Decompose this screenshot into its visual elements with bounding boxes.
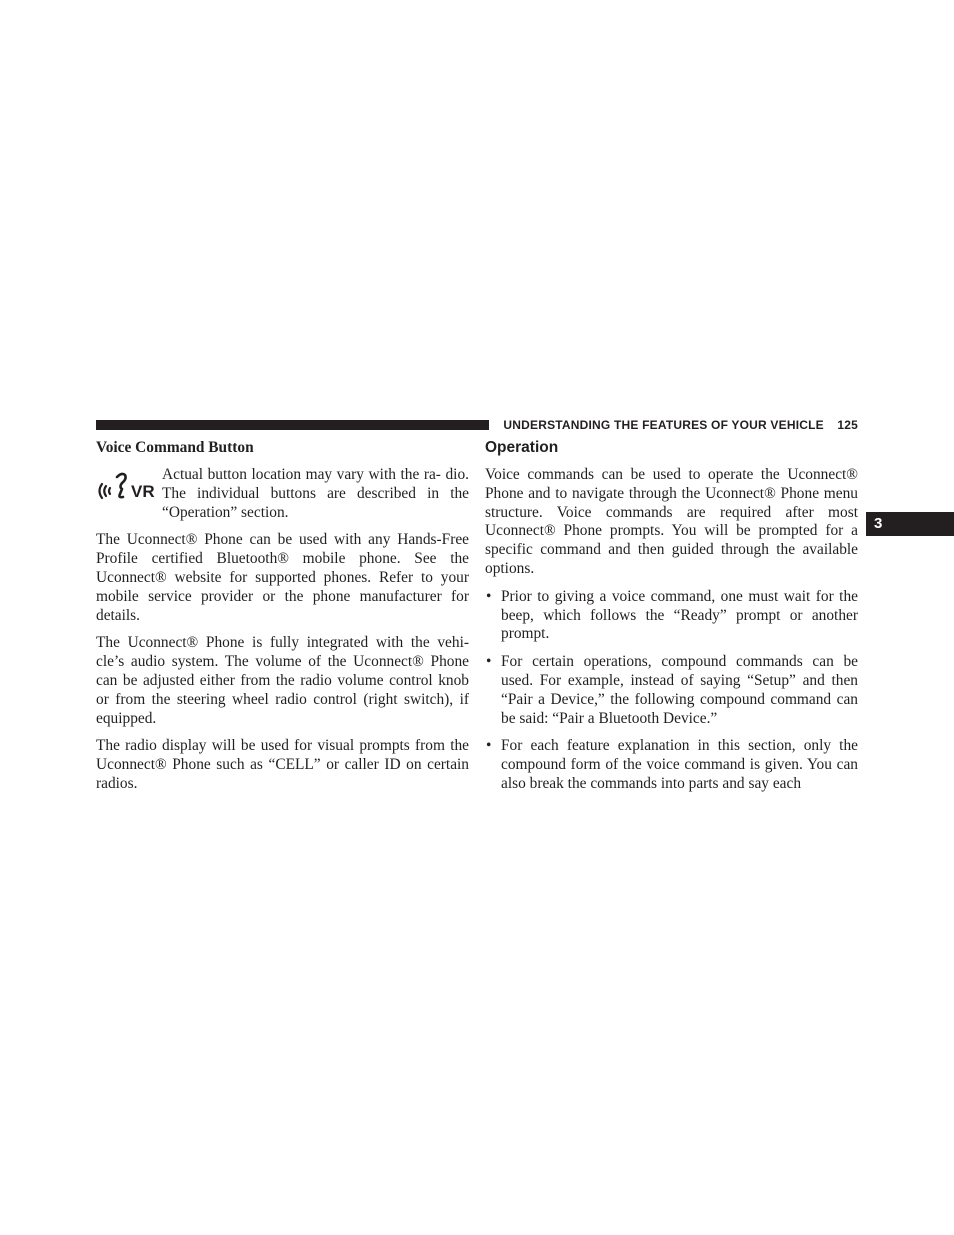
right-column — [485, 438, 858, 803]
header-rule-bar — [96, 420, 489, 430]
operation-intro: Voice commands can be used to operate the Uconnect® Phone and to navigate through the Uconnect® Phone menu structure. Voice commands are required after most Uconnect® Phone prompts. You will be prompted for a specific command and then guided through the available options. — [485, 466, 858, 577]
vr-icon-label: VR — [131, 482, 155, 501]
running-header — [490, 417, 858, 433]
page-number: 125 — [837, 418, 858, 432]
left-paragraph: The Uconnect® Phone can be used with any Hands-Free Profile certified Bluetooth® mobile phone. See the Uconnect® website for supported phones. Refer to your mobile service provider or the phone manufacturer for details. — [96, 531, 469, 624]
bullet-marker: • — [486, 587, 492, 605]
operation-heading: Operation — [485, 439, 559, 456]
list-item — [485, 653, 858, 728]
voice-command-heading: Voice Command Button — [96, 439, 254, 456]
list-item — [485, 588, 858, 644]
icon-caption: Actual button location may vary with the ra- dio. The individual buttons are described in the “Operation” section. — [162, 466, 469, 521]
list-item-text: Prior to giving a voice command, one must wait for the beep, which follows the “Ready” prompt or another prompt. — [501, 587, 858, 643]
left-column — [96, 438, 469, 803]
voice-recognition-icon — [96, 466, 156, 514]
chapter-tab: 3 — [866, 512, 954, 536]
operation-bullet-list — [485, 588, 858, 794]
bullet-marker: • — [486, 653, 492, 671]
bullet-marker: • — [486, 737, 492, 755]
left-paragraph: The radio display will be used for visual prompts from the Uconnect® Phone such as “CELL” or caller ID on certain radios. — [96, 737, 469, 792]
list-item-text: For each feature explanation in this section, only the compound form of the voice command is given. You can also break the commands into parts and say each — [501, 737, 858, 792]
header-section-title: UNDERSTANDING THE FEATURES OF YOUR VEHICLE — [503, 418, 824, 432]
left-paragraph: The Uconnect® Phone is fully integrated with the vehi- cle’s audio system. The volume of the Uconnect® Phone can be adjusted either from the radio volume control knob or from the steering wheel radio control (right switch), if equipped. — [96, 634, 469, 727]
icon-row — [96, 466, 469, 522]
list-item-text: For certain operations, compound commands can be used. For example, instead of saying “Setup” and then “Pair a Device,” the following compound command can be said: “Pair a Bluetooth Device.” — [501, 653, 858, 727]
list-item — [485, 737, 858, 793]
